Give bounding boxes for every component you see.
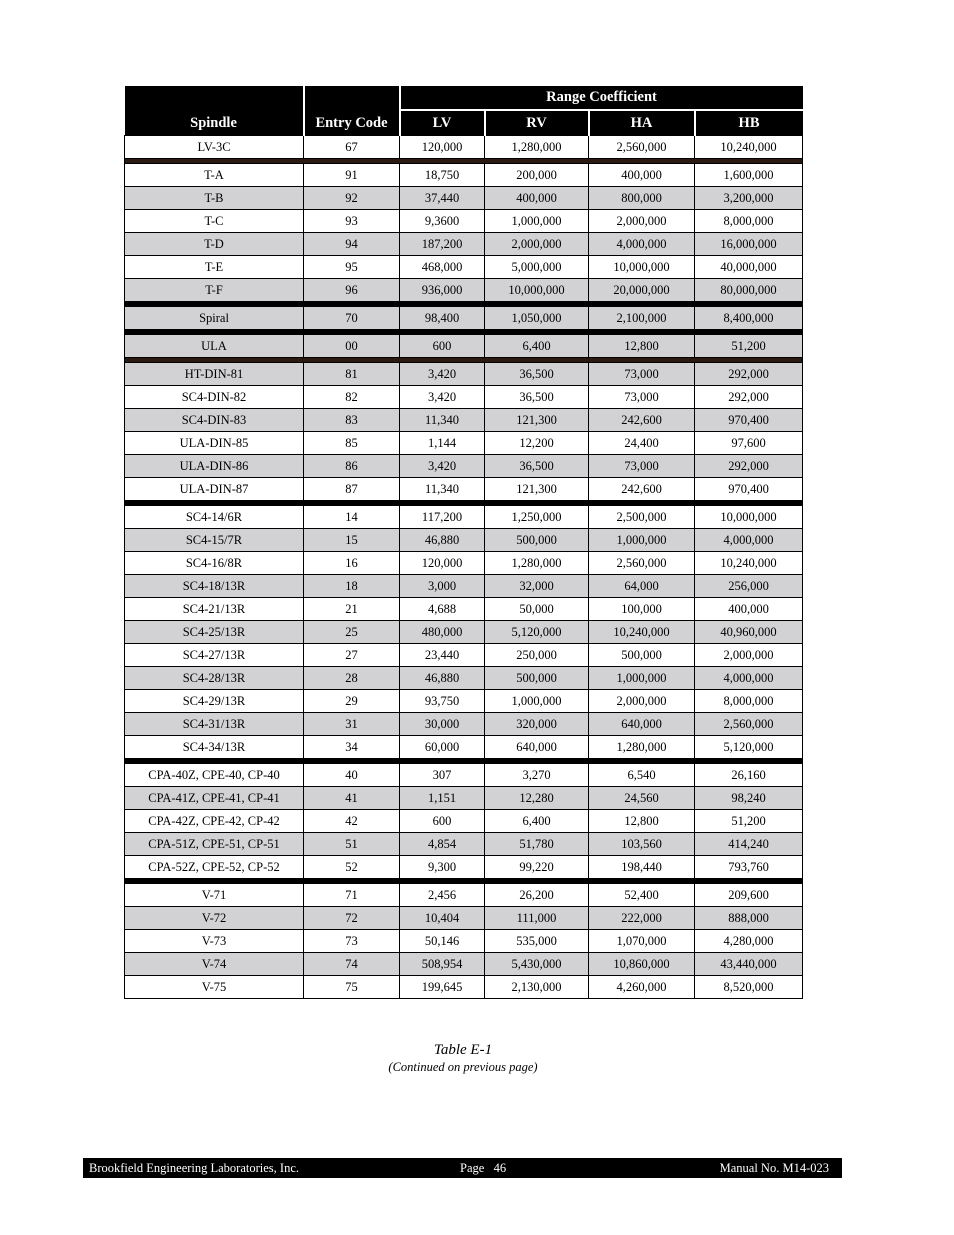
cell-lv: 480,000 <box>400 621 485 644</box>
header-ha: HA <box>589 110 695 136</box>
cell-spindle: T-B <box>125 187 304 210</box>
table-row <box>125 667 803 690</box>
cell-ha: 10,000,000 <box>589 256 695 279</box>
cell-rv: 1,000,000 <box>485 690 589 713</box>
cell-lv: 1,151 <box>400 787 485 810</box>
cell-lv: 307 <box>400 764 485 787</box>
table-row <box>125 529 803 552</box>
cell-rv: 535,000 <box>485 930 589 953</box>
cell-rv: 250,000 <box>485 644 589 667</box>
cell-lv: 3,000 <box>400 575 485 598</box>
cell-rv: 640,000 <box>485 736 589 759</box>
cell-hb: 414,240 <box>695 833 803 856</box>
cell-hb: 4,000,000 <box>695 667 803 690</box>
table-row <box>125 907 803 930</box>
cell-ha: 2,100,000 <box>589 307 695 330</box>
cell-spindle: CPA-51Z, CPE-51, CP-51 <box>125 833 304 856</box>
cell-lv: 50,146 <box>400 930 485 953</box>
table-row <box>125 575 803 598</box>
cell-lv: 9,3600 <box>400 210 485 233</box>
cell-lv: 4,854 <box>400 833 485 856</box>
table-row <box>125 856 803 879</box>
cell-entry-code: 93 <box>304 210 400 233</box>
cell-lv: 18,750 <box>400 164 485 187</box>
page-footer <box>83 1158 842 1178</box>
cell-spindle: SC4-14/6R <box>125 506 304 529</box>
cell-entry-code: 72 <box>304 907 400 930</box>
cell-spindle: ULA-DIN-87 <box>125 478 304 501</box>
cell-lv: 46,880 <box>400 667 485 690</box>
cell-hb: 292,000 <box>695 455 803 478</box>
cell-spindle: V-73 <box>125 930 304 953</box>
cell-ha: 800,000 <box>589 187 695 210</box>
cell-entry-code: 42 <box>304 810 400 833</box>
cell-lv: 600 <box>400 335 485 358</box>
cell-spindle: SC4-31/13R <box>125 713 304 736</box>
cell-rv: 500,000 <box>485 529 589 552</box>
header-range-coefficient: Range Coefficient <box>400 86 803 110</box>
cell-lv: 1,144 <box>400 432 485 455</box>
cell-hb: 51,200 <box>695 335 803 358</box>
cell-rv: 26,200 <box>485 884 589 907</box>
cell-ha: 2,500,000 <box>589 506 695 529</box>
cell-hb: 51,200 <box>695 810 803 833</box>
cell-entry-code: 83 <box>304 409 400 432</box>
table-row <box>125 644 803 667</box>
table-row <box>125 409 803 432</box>
cell-entry-code: 00 <box>304 335 400 358</box>
cell-spindle: SC4-28/13R <box>125 667 304 690</box>
table-row <box>125 884 803 907</box>
cell-entry-code: 95 <box>304 256 400 279</box>
table-body <box>125 136 803 999</box>
header-entry-code: Entry Code <box>304 86 400 136</box>
header-hb: HB <box>695 110 803 136</box>
header-lv: LV <box>400 110 485 136</box>
table-row <box>125 386 803 409</box>
cell-entry-code: 16 <box>304 552 400 575</box>
cell-spindle: SC4-DIN-82 <box>125 386 304 409</box>
cell-entry-code: 82 <box>304 386 400 409</box>
cell-ha: 222,000 <box>589 907 695 930</box>
cell-entry-code: 87 <box>304 478 400 501</box>
cell-spindle: SC4-29/13R <box>125 690 304 713</box>
cell-rv: 5,430,000 <box>485 953 589 976</box>
table-row <box>125 953 803 976</box>
cell-entry-code: 70 <box>304 307 400 330</box>
cell-ha: 64,000 <box>589 575 695 598</box>
cell-entry-code: 29 <box>304 690 400 713</box>
table-row <box>125 256 803 279</box>
cell-hb: 2,560,000 <box>695 713 803 736</box>
cell-hb: 10,240,000 <box>695 552 803 575</box>
cell-ha: 12,800 <box>589 810 695 833</box>
cell-rv: 3,270 <box>485 764 589 787</box>
cell-entry-code: 81 <box>304 363 400 386</box>
cell-entry-code: 94 <box>304 233 400 256</box>
cell-lv: 30,000 <box>400 713 485 736</box>
cell-entry-code: 51 <box>304 833 400 856</box>
cell-rv: 320,000 <box>485 713 589 736</box>
cell-rv: 2,000,000 <box>485 233 589 256</box>
cell-ha: 12,800 <box>589 335 695 358</box>
cell-hb: 1,600,000 <box>695 164 803 187</box>
cell-spindle: T-A <box>125 164 304 187</box>
cell-spindle: V-72 <box>125 907 304 930</box>
cell-rv: 36,500 <box>485 363 589 386</box>
table-row <box>125 690 803 713</box>
cell-ha: 2,560,000 <box>589 552 695 575</box>
cell-spindle: T-C <box>125 210 304 233</box>
cell-lv: 3,420 <box>400 386 485 409</box>
cell-spindle: T-F <box>125 279 304 302</box>
table-row <box>125 335 803 358</box>
cell-entry-code: 14 <box>304 506 400 529</box>
cell-rv: 1,250,000 <box>485 506 589 529</box>
cell-hb: 4,000,000 <box>695 529 803 552</box>
cell-entry-code: 67 <box>304 136 400 159</box>
cell-entry-code: 18 <box>304 575 400 598</box>
cell-hb: 80,000,000 <box>695 279 803 302</box>
caption-title: Table E-1 <box>433 1042 493 1058</box>
cell-lv: 4,688 <box>400 598 485 621</box>
cell-spindle: LV-3C <box>125 136 304 159</box>
cell-entry-code: 73 <box>304 930 400 953</box>
table-row <box>125 598 803 621</box>
cell-spindle: SC4-16/8R <box>125 552 304 575</box>
cell-lv: 37,440 <box>400 187 485 210</box>
cell-hb: 10,240,000 <box>695 136 803 159</box>
cell-spindle: SC4-15/7R <box>125 529 304 552</box>
cell-rv: 32,000 <box>485 575 589 598</box>
cell-lv: 23,440 <box>400 644 485 667</box>
table-caption <box>124 1041 802 1075</box>
cell-rv: 6,400 <box>485 335 589 358</box>
cell-hb: 16,000,000 <box>695 233 803 256</box>
cell-entry-code: 74 <box>304 953 400 976</box>
cell-spindle: Spiral <box>125 307 304 330</box>
table-header <box>125 86 803 136</box>
table-row <box>125 621 803 644</box>
cell-spindle: ULA <box>125 335 304 358</box>
cell-rv: 500,000 <box>485 667 589 690</box>
cell-hb: 292,000 <box>695 363 803 386</box>
cell-lv: 11,340 <box>400 409 485 432</box>
cell-hb: 43,440,000 <box>695 953 803 976</box>
footer-page-number: Page 46 <box>460 1161 507 1175</box>
cell-ha: 2,000,000 <box>589 690 695 713</box>
cell-hb: 8,520,000 <box>695 976 803 999</box>
table-row <box>125 363 803 386</box>
cell-ha: 4,260,000 <box>589 976 695 999</box>
cell-spindle: V-75 <box>125 976 304 999</box>
header-rv: RV <box>485 110 589 136</box>
cell-entry-code: 40 <box>304 764 400 787</box>
cell-rv: 6,400 <box>485 810 589 833</box>
cell-ha: 20,000,000 <box>589 279 695 302</box>
cell-hb: 8,400,000 <box>695 307 803 330</box>
cell-rv: 51,780 <box>485 833 589 856</box>
cell-hb: 3,200,000 <box>695 187 803 210</box>
cell-entry-code: 28 <box>304 667 400 690</box>
cell-entry-code: 27 <box>304 644 400 667</box>
cell-spindle: CPA-42Z, CPE-42, CP-42 <box>125 810 304 833</box>
cell-entry-code: 34 <box>304 736 400 759</box>
table-row <box>125 307 803 330</box>
cell-entry-code: 25 <box>304 621 400 644</box>
table-row <box>125 787 803 810</box>
cell-ha: 242,600 <box>589 478 695 501</box>
cell-rv: 1,050,000 <box>485 307 589 330</box>
cell-hb: 8,000,000 <box>695 690 803 713</box>
cell-spindle: V-71 <box>125 884 304 907</box>
cell-rv: 400,000 <box>485 187 589 210</box>
cell-hb: 970,400 <box>695 409 803 432</box>
table-row <box>125 833 803 856</box>
table-row <box>125 279 803 302</box>
cell-ha: 400,000 <box>589 164 695 187</box>
range-coefficient-table <box>124 86 803 999</box>
cell-lv: 199,645 <box>400 976 485 999</box>
cell-lv: 98,400 <box>400 307 485 330</box>
cell-ha: 103,560 <box>589 833 695 856</box>
cell-lv: 93,750 <box>400 690 485 713</box>
cell-entry-code: 41 <box>304 787 400 810</box>
cell-ha: 1,280,000 <box>589 736 695 759</box>
cell-spindle: SC4-25/13R <box>125 621 304 644</box>
cell-rv: 5,000,000 <box>485 256 589 279</box>
cell-ha: 198,440 <box>589 856 695 879</box>
cell-spindle: SC4-27/13R <box>125 644 304 667</box>
cell-ha: 73,000 <box>589 386 695 409</box>
cell-ha: 1,000,000 <box>589 667 695 690</box>
cell-lv: 600 <box>400 810 485 833</box>
cell-spindle: SC4-34/13R <box>125 736 304 759</box>
cell-entry-code: 91 <box>304 164 400 187</box>
cell-spindle: ULA-DIN-85 <box>125 432 304 455</box>
cell-lv: 10,404 <box>400 907 485 930</box>
cell-hb: 292,000 <box>695 386 803 409</box>
cell-ha: 1,000,000 <box>589 529 695 552</box>
cell-entry-code: 96 <box>304 279 400 302</box>
cell-spindle: CPA-40Z, CPE-40, CP-40 <box>125 764 304 787</box>
cell-rv: 2,130,000 <box>485 976 589 999</box>
cell-lv: 120,000 <box>400 136 485 159</box>
cell-rv: 1,000,000 <box>485 210 589 233</box>
cell-entry-code: 71 <box>304 884 400 907</box>
cell-ha: 500,000 <box>589 644 695 667</box>
cell-hb: 970,400 <box>695 478 803 501</box>
cell-rv: 200,000 <box>485 164 589 187</box>
cell-ha: 10,860,000 <box>589 953 695 976</box>
table-row <box>125 764 803 787</box>
cell-ha: 73,000 <box>589 455 695 478</box>
cell-ha: 4,000,000 <box>589 233 695 256</box>
cell-hb: 400,000 <box>695 598 803 621</box>
cell-spindle: HT-DIN-81 <box>125 363 304 386</box>
cell-lv: 187,200 <box>400 233 485 256</box>
cell-rv: 5,120,000 <box>485 621 589 644</box>
cell-hb: 5,120,000 <box>695 736 803 759</box>
cell-hb: 2,000,000 <box>695 644 803 667</box>
cell-entry-code: 15 <box>304 529 400 552</box>
table-row <box>125 976 803 999</box>
cell-entry-code: 31 <box>304 713 400 736</box>
cell-hb: 10,000,000 <box>695 506 803 529</box>
cell-lv: 2,456 <box>400 884 485 907</box>
table-row <box>125 210 803 233</box>
cell-lv: 3,420 <box>400 455 485 478</box>
cell-ha: 242,600 <box>589 409 695 432</box>
cell-rv: 99,220 <box>485 856 589 879</box>
table-row <box>125 736 803 759</box>
table-row <box>125 187 803 210</box>
cell-spindle: SC4-18/13R <box>125 575 304 598</box>
cell-ha: 2,560,000 <box>589 136 695 159</box>
cell-lv: 46,880 <box>400 529 485 552</box>
cell-spindle: CPA-52Z, CPE-52, CP-52 <box>125 856 304 879</box>
cell-ha: 24,560 <box>589 787 695 810</box>
cell-lv: 936,000 <box>400 279 485 302</box>
table-row <box>125 478 803 501</box>
cell-hb: 209,600 <box>695 884 803 907</box>
cell-spindle: CPA-41Z, CPE-41, CP-41 <box>125 787 304 810</box>
cell-lv: 468,000 <box>400 256 485 279</box>
cell-ha: 100,000 <box>589 598 695 621</box>
cell-lv: 508,954 <box>400 953 485 976</box>
cell-lv: 60,000 <box>400 736 485 759</box>
header-spindle: Spindle <box>125 86 304 136</box>
cell-hb: 4,280,000 <box>695 930 803 953</box>
cell-rv: 12,280 <box>485 787 589 810</box>
table-row <box>125 810 803 833</box>
cell-lv: 117,200 <box>400 506 485 529</box>
cell-entry-code: 86 <box>304 455 400 478</box>
table-row <box>125 713 803 736</box>
cell-hb: 888,000 <box>695 907 803 930</box>
table-row <box>125 930 803 953</box>
cell-rv: 121,300 <box>485 409 589 432</box>
table-row <box>125 552 803 575</box>
cell-ha: 10,240,000 <box>589 621 695 644</box>
table-row <box>125 164 803 187</box>
cell-hb: 40,000,000 <box>695 256 803 279</box>
table-row <box>125 432 803 455</box>
cell-ha: 52,400 <box>589 884 695 907</box>
cell-lv: 11,340 <box>400 478 485 501</box>
cell-lv: 3,420 <box>400 363 485 386</box>
cell-entry-code: 92 <box>304 187 400 210</box>
cell-entry-code: 21 <box>304 598 400 621</box>
cell-rv: 121,300 <box>485 478 589 501</box>
cell-hb: 97,600 <box>695 432 803 455</box>
cell-lv: 120,000 <box>400 552 485 575</box>
table-row <box>125 136 803 159</box>
cell-spindle: SC4-21/13R <box>125 598 304 621</box>
cell-ha: 6,540 <box>589 764 695 787</box>
cell-ha: 640,000 <box>589 713 695 736</box>
cell-rv: 36,500 <box>485 455 589 478</box>
cell-rv: 1,280,000 <box>485 552 589 575</box>
cell-hb: 8,000,000 <box>695 210 803 233</box>
cell-rv: 111,000 <box>485 907 589 930</box>
range-coefficient-table-container <box>124 86 802 999</box>
caption-note: (Continued on previous page) <box>388 1060 538 1074</box>
cell-ha: 24,400 <box>589 432 695 455</box>
table-row <box>125 506 803 529</box>
cell-hb: 98,240 <box>695 787 803 810</box>
cell-spindle: T-D <box>125 233 304 256</box>
cell-hb: 26,160 <box>695 764 803 787</box>
cell-rv: 50,000 <box>485 598 589 621</box>
cell-ha: 1,070,000 <box>589 930 695 953</box>
cell-entry-code: 75 <box>304 976 400 999</box>
footer-manual-number: Manual No. M14-023 <box>719 1161 829 1175</box>
cell-spindle: SC4-DIN-83 <box>125 409 304 432</box>
cell-ha: 73,000 <box>589 363 695 386</box>
cell-hb: 793,760 <box>695 856 803 879</box>
cell-hb: 256,000 <box>695 575 803 598</box>
cell-entry-code: 85 <box>304 432 400 455</box>
cell-spindle: T-E <box>125 256 304 279</box>
cell-lv: 9,300 <box>400 856 485 879</box>
cell-rv: 12,200 <box>485 432 589 455</box>
cell-entry-code: 52 <box>304 856 400 879</box>
footer-company: Brookfield Engineering Laboratories, Inc. <box>89 1161 299 1175</box>
table-row <box>125 233 803 256</box>
cell-rv: 1,280,000 <box>485 136 589 159</box>
cell-spindle: ULA-DIN-86 <box>125 455 304 478</box>
cell-rv: 36,500 <box>485 386 589 409</box>
cell-rv: 10,000,000 <box>485 279 589 302</box>
cell-spindle: V-74 <box>125 953 304 976</box>
cell-ha: 2,000,000 <box>589 210 695 233</box>
table-row <box>125 455 803 478</box>
cell-hb: 40,960,000 <box>695 621 803 644</box>
